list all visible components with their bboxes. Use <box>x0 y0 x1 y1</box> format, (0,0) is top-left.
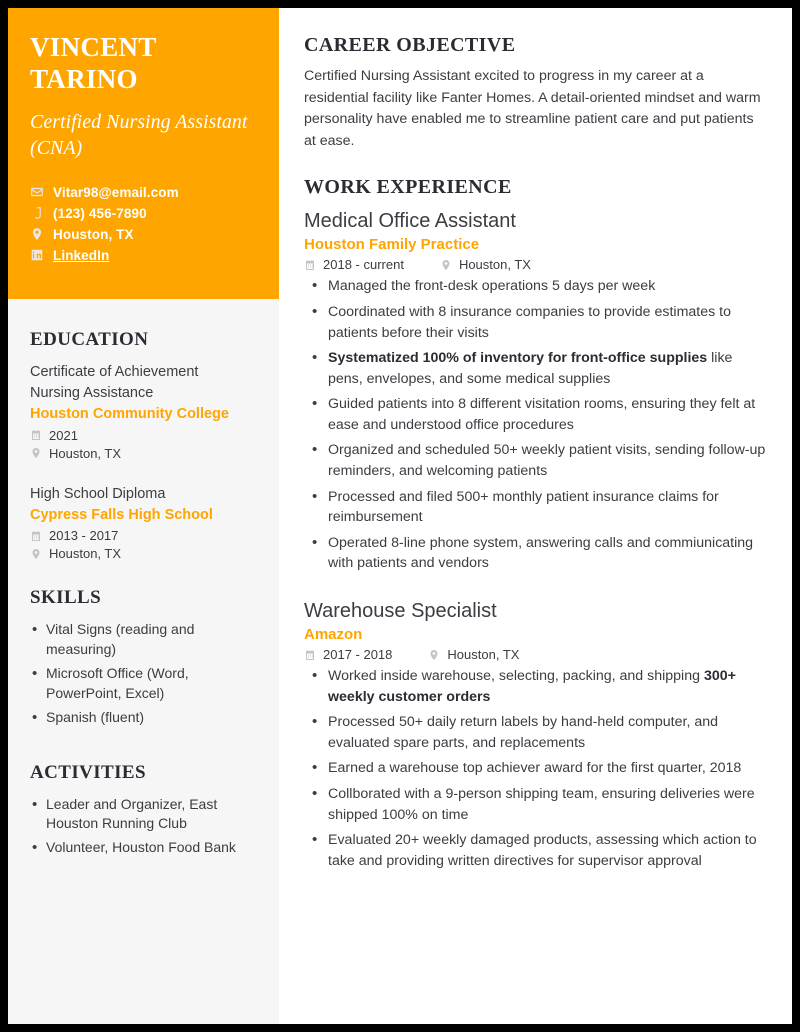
contact-location <box>30 227 257 242</box>
contact-email-value: Vitar98@email.com <box>53 184 179 200</box>
list-item <box>306 666 768 707</box>
calendar-icon <box>304 649 316 661</box>
list-item: • Evaluated 20+ weekly damaged products, assessing which action to take and providing written directives for supervisor approval <box>306 830 768 871</box>
list-item: • Managed the front-desk operations 5 days per week <box>306 276 768 297</box>
contact-phone-value: (123) 456-7890 <box>53 205 147 221</box>
list-item: • Earned a warehouse top achiever award for the first quarter, 2018 <box>306 758 768 779</box>
education-degree-line2: Nursing Assistance <box>30 385 154 402</box>
job-meta <box>304 647 768 662</box>
location-pin-icon <box>440 259 452 271</box>
location-pin-icon <box>30 548 42 560</box>
list-item: • Spanish (fluent) <box>30 708 257 728</box>
work-experience-heading: WORK EXPERIENCE <box>304 176 512 199</box>
education-entry <box>30 484 257 562</box>
list-item: • Organized and scheduled 50+ weekly patient visits, sending follow-up reminders, and welcoming patients <box>306 440 768 481</box>
calendar-icon <box>304 259 316 271</box>
list-item: • Guided patients into 8 different visitation rooms, ensuring they felt at ease and understood office procedures <box>306 394 768 435</box>
job-company: Amazon <box>304 626 363 644</box>
education-location-row <box>30 446 257 461</box>
list-item <box>306 348 768 389</box>
calendar-icon <box>30 530 42 542</box>
job-bullets <box>306 276 768 574</box>
skills-heading: SKILLS <box>30 587 102 609</box>
education-location: Houston, TX <box>49 445 122 461</box>
sidebar-header <box>8 8 279 299</box>
list-item: • Processed 50+ daily return labels by hand-held computer, and evaluated spare parts, and replacements <box>306 712 768 753</box>
sidebar-body <box>8 299 279 862</box>
list-item: • Vital Signs (reading and measuring) <box>30 620 257 660</box>
location-pin-icon <box>30 227 44 241</box>
list-item: • Leader and Organizer, East Houston Running Club <box>30 795 257 835</box>
education-date: 2021 <box>49 427 78 443</box>
education-school: Houston Community College <box>30 406 229 423</box>
bullet-bold-part: Systematized 100% of inventory for front-office supplies <box>328 350 708 367</box>
main-content <box>279 8 792 1024</box>
list-item: • Collborated with a 9-person shipping team, ensuring deliveries were shipped 100% on time <box>306 784 768 825</box>
education-date-row <box>30 528 257 543</box>
education-date: 2013 - 2017 <box>49 528 119 544</box>
job-location: Houston, TX <box>458 257 531 273</box>
contact-list <box>30 185 257 263</box>
list-item: • Processed and filed 500+ monthly patient insurance claims for reimbursement <box>306 487 768 528</box>
list-item: • Microsoft Office (Word, PowerPoint, Excel) <box>30 664 257 704</box>
resume-page <box>8 8 792 1024</box>
job-location-row <box>440 257 531 272</box>
calendar-icon <box>30 429 42 441</box>
job-dates: 2017 - 2018 <box>323 647 393 663</box>
job-location: Houston, TX <box>447 647 520 663</box>
linkedin-icon <box>30 248 44 262</box>
education-heading: EDUCATION <box>30 329 149 350</box>
education-location-row <box>30 546 257 561</box>
education-date-row <box>30 428 257 443</box>
candidate-job-title: Certified Nursing Assistant (CNA) <box>30 110 248 159</box>
job-entry <box>304 208 768 574</box>
job-bullets <box>306 666 768 871</box>
job-meta <box>304 257 768 272</box>
job-dates-row <box>304 257 404 272</box>
list-item: • Operated 8-line phone system, answering calls and commiunicating with patients and vendors <box>306 533 768 574</box>
bullet-bold-part: 300+ weekly customer orders <box>328 668 736 705</box>
contact-linkedin-value: LinkedIn <box>53 247 110 263</box>
education-entry <box>30 362 257 461</box>
bullet-text-part: like pens, envelopes, and some medical supplies <box>328 350 733 387</box>
contact-email[interactable] <box>30 185 257 200</box>
job-company: Houston Family Practice <box>304 236 480 254</box>
job-location-row <box>428 647 519 662</box>
job-role: Medical Office Assistant <box>304 210 516 233</box>
education-degree-line1: Certificate of Achievement <box>30 364 199 380</box>
contact-location-value: Houston, TX <box>53 226 134 242</box>
activities-heading: ACTIVITIES <box>30 761 146 783</box>
list-item: • Coordinated with 8 insurance companies to provide estimates to patients before their visits <box>306 302 768 343</box>
candidate-name: VINCENT TARINO <box>30 32 157 94</box>
job-entry <box>304 598 768 871</box>
career-objective-text: Certified Nursing Assistant excited to progress in my career at a residential facility like Fanter Homes. A detail-oriented mindset and warm personality have enabled me to streamline patient care and put patients at ease. <box>304 68 761 149</box>
location-pin-icon <box>428 649 440 661</box>
education-degree-line1: High School Diploma <box>30 485 166 502</box>
contact-linkedin[interactable] <box>30 248 257 263</box>
phone-icon <box>30 206 44 220</box>
envelope-icon <box>30 185 44 199</box>
sidebar <box>8 8 279 1024</box>
skills-list <box>30 620 257 727</box>
activities-list <box>30 795 257 859</box>
job-dates-row <box>304 647 392 662</box>
list-item: • Volunteer, Houston Food Bank <box>30 838 257 858</box>
job-role: Warehouse Specialist <box>304 600 497 623</box>
location-pin-icon <box>30 447 42 459</box>
education-school: Cypress Falls High School <box>30 506 213 523</box>
career-objective-heading: CAREER OBJECTIVE <box>304 34 516 56</box>
education-location: Houston, TX <box>49 546 122 562</box>
job-dates: 2018 - current <box>323 257 404 273</box>
bullet-text-part: Worked inside warehouse, selecting, packing, and shipping <box>328 668 704 685</box>
contact-phone[interactable] <box>30 206 257 221</box>
